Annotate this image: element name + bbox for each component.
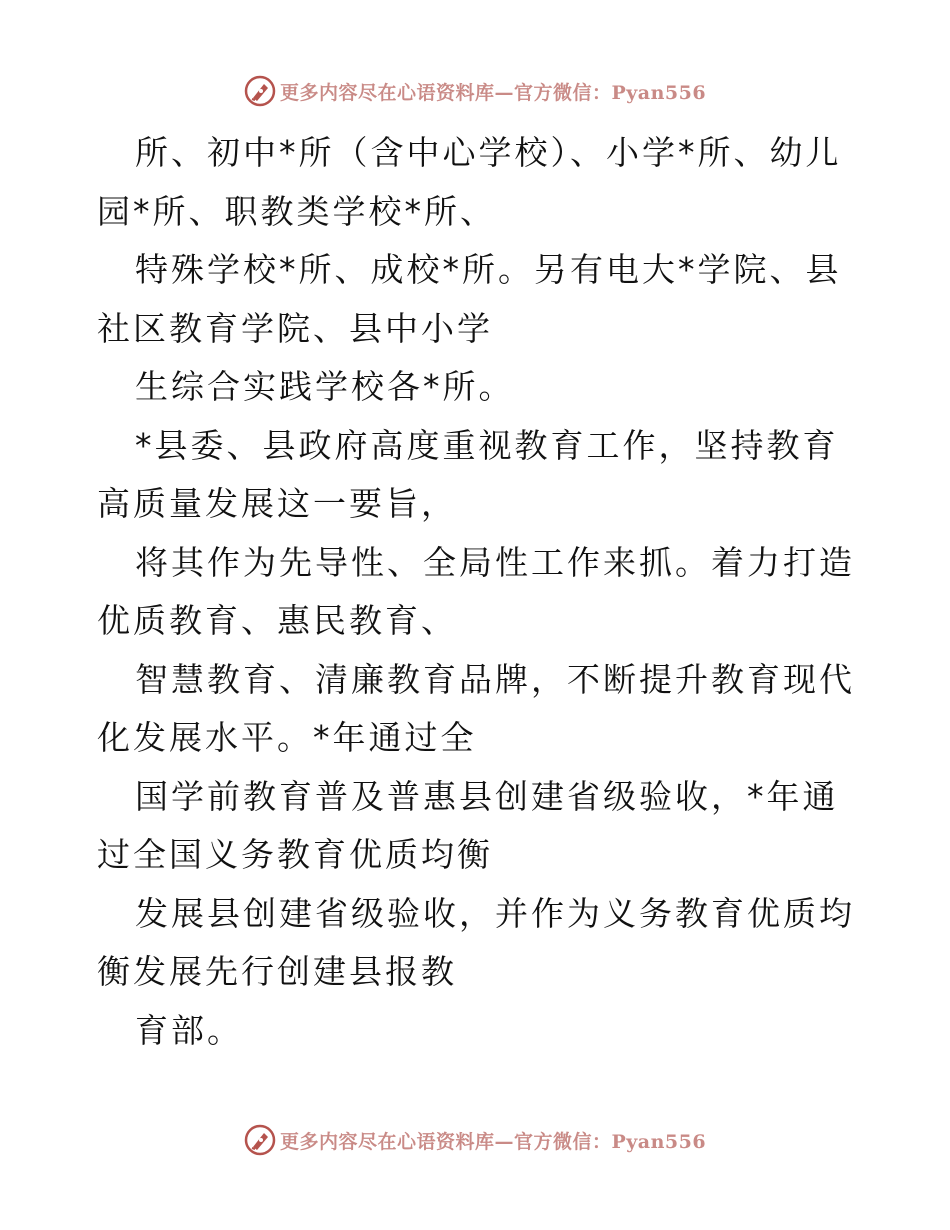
footer-banner [0,1120,950,1160]
pen-nib-logo-icon [244,75,276,107]
paragraph-5: 将其作为先导性、全局性工作来抓。着力打造优质教育、惠民教育、 [97,542,855,640]
paragraph-2: 特殊学校*所、成校*所。另有电大*学院、县社区教育学院、县中小学 [97,250,842,348]
paragraph-3: 生综合实践学校各*所。 [135,367,515,406]
paragraph-9: 育部。 [135,1010,243,1050]
header-banner-text: 更多内容尽在心语资料库—官方微信：Pyan556 [279,81,707,104]
paragraph-1: 所、初中*所（含中心学校）、小学*所、幼儿园*所、职教类学校*所、 [97,133,842,231]
paragraph-4: *县委、县政府高度重视教育工作，坚持教育高质量发展这一要旨， [97,425,839,523]
header-banner [0,71,950,111]
document-body [97,124,857,1060]
pen-nib-logo-icon [244,1124,276,1156]
paragraph-7: 国学前教育普及普惠县创建省级验收，*年通过全国义务教育优质均衡 [97,776,839,874]
footer-banner-text: 更多内容尽在心语资料库—官方微信：Pyan556 [279,1130,707,1153]
paragraph-8: 发展县创建省级验收，并作为义务教育优质均衡发展先行创建县报教 [97,893,855,991]
paragraph-6: 智慧教育、清廉教育品牌，不断提升教育现代化发展水平。*年通过全 [97,659,855,757]
